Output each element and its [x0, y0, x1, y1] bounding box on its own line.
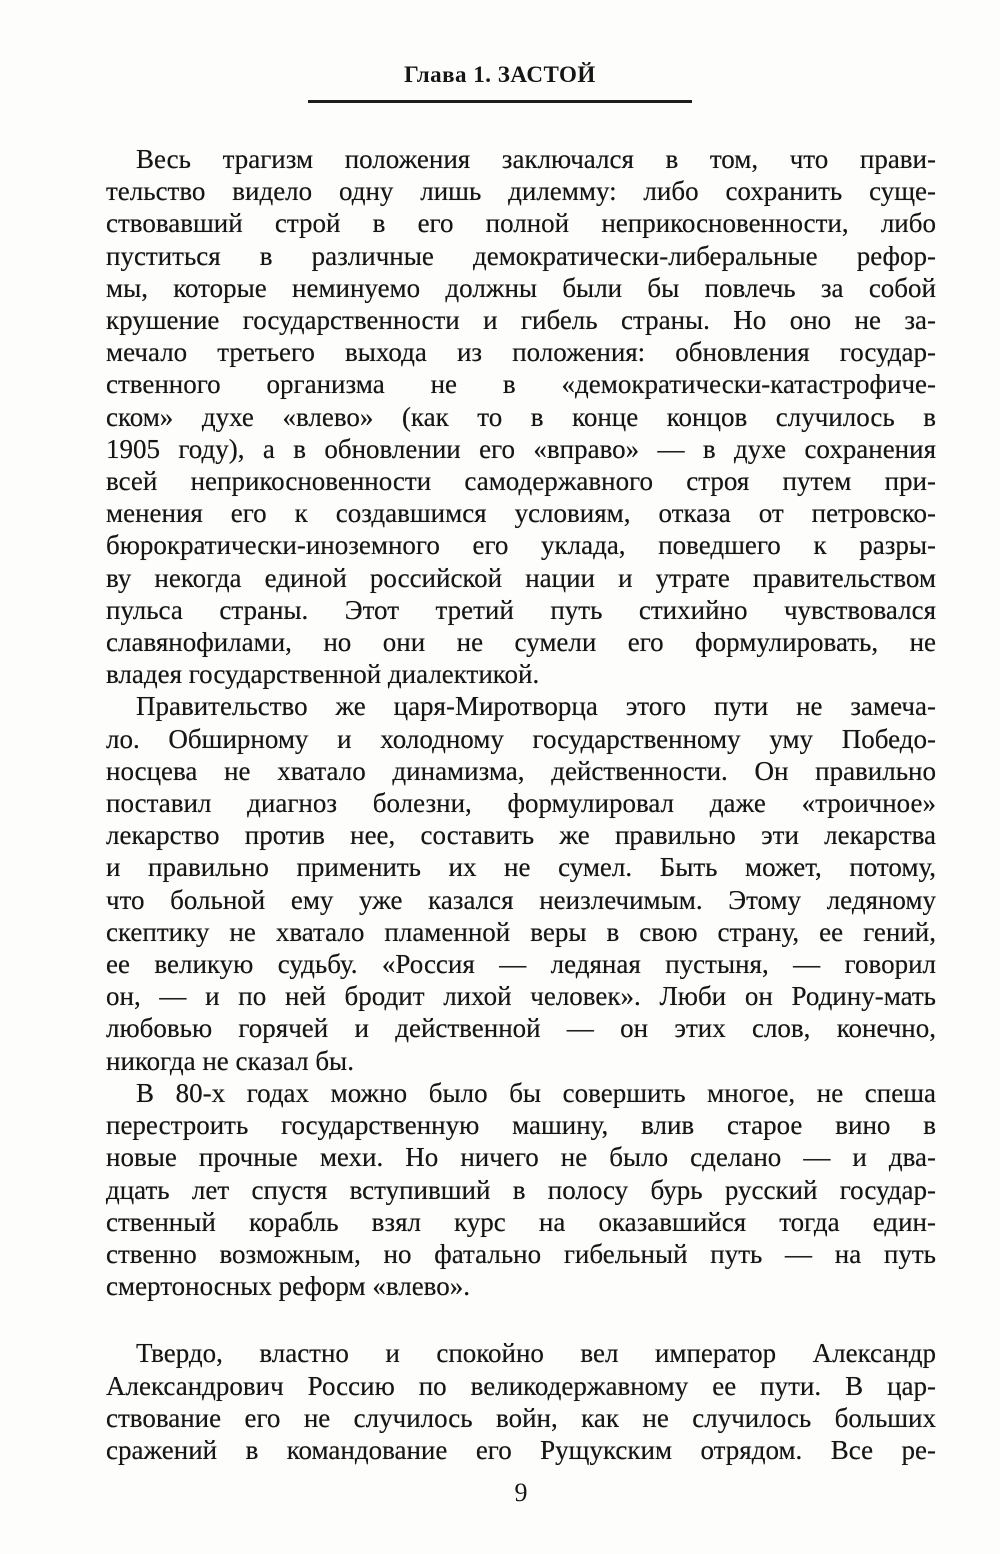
- text-line: ственного организма не в «демократически-катастрофиче-: [106, 369, 936, 400]
- text-line: пульса страны. Этот третий путь стихийно чувствовался: [106, 594, 936, 625]
- text-line: любовью горячей и действенной — он этих слов, конечно,: [106, 1013, 936, 1044]
- text-line: и правильно применить их не сумел. Быть может, потому,: [106, 852, 936, 883]
- text-line: всей неприкосновенности самодержавного строя путем при-: [106, 466, 936, 497]
- paragraph: [106, 143, 936, 690]
- chapter-head: [0, 0, 1000, 103]
- text-line: бюрократически-иноземного его уклада, поведшего к разры-: [106, 530, 936, 561]
- text-line: никогда не сказал бы.: [106, 1045, 354, 1076]
- text-line: мы, которые неминуемо должны были бы повлечь за собой: [106, 272, 936, 303]
- text-line: носцева не хватало динамизма, действенности. Он правильно: [106, 755, 936, 786]
- text-line: славянофилами, но они не сумели его формулировать, не: [106, 627, 936, 658]
- text-line: Александрович Россию по великодержавному ее пути. В цар-: [106, 1370, 936, 1401]
- body-text: [106, 143, 936, 1466]
- text-line: смертоносных реформ «влево».: [106, 1271, 470, 1302]
- text-line: ственный корабль взял курс на оказавшийся тогда един-: [106, 1206, 936, 1237]
- text-line: скептику не хватало пламенной веры в свою страну, ее гений,: [106, 916, 936, 947]
- text-line: Весь трагизм положения заключался в том, что прави-: [136, 144, 936, 174]
- chapter-heading-rule: [308, 100, 692, 103]
- text-line: крушение государственности и гибель страны. Но оно не за-: [106, 305, 936, 336]
- text-line: дцать лет спустя вступивший в полосу бурь русский государ-: [106, 1174, 936, 1205]
- text-line: лекарство против нее, составить же правильно эти лекарства: [106, 820, 936, 851]
- text-line: Правительство же царя-Миротворца этого пути не замеча-: [136, 691, 936, 722]
- page-number: 9: [514, 1478, 528, 1508]
- text-line: ствование его не случилось войн, как не случилось больших: [106, 1402, 936, 1433]
- text-line: Твердо, властно и спокойно вел император Александр: [136, 1338, 936, 1369]
- text-line: ствовавший строй в его полной неприкосновенности, либо: [106, 208, 936, 239]
- text-line: новые прочные мехи. Но ничего не было сделано — и два-: [106, 1142, 936, 1173]
- text-line: ском» духе «влево» (как то в конце концов случилось в: [106, 401, 936, 432]
- text-line: пуститься в различные демократически-либеральные рефор-: [106, 240, 936, 271]
- text-line: менения его к создавшимся условиям, отказа от петровско-: [106, 498, 936, 529]
- text-line: тельство видело одну лишь дилемму: либо сохранить суще-: [106, 176, 936, 207]
- text-line: поставил диагноз болезни, формулировал даже «троичное»: [106, 788, 936, 819]
- chapter-heading: Глава 1. ЗАСТОЙ: [404, 62, 596, 87]
- text-line: что больной ему уже казался неизлечимым. Этому ледяному: [106, 884, 936, 915]
- text-line: В 80-х годах можно было бы совершить многое, не спеша: [136, 1077, 936, 1108]
- text-line: ву некогда единой российской нации и утрате правительством: [106, 562, 936, 593]
- paragraph: [106, 1337, 936, 1466]
- text-line: ственно возможным, но фатально гибельный путь — на путь: [106, 1238, 936, 1269]
- paragraph: [106, 690, 936, 1076]
- text-line: сражений в командование его Рущукским отрядом. Все ре-: [106, 1434, 936, 1465]
- text-line: ло. Обширному и холодному государственному уму Победо-: [106, 723, 936, 754]
- text-line: перестроить государственную машину, влив старое вино в: [106, 1110, 936, 1141]
- text-line: владея государственной диалектикой.: [106, 659, 540, 690]
- text-line: мечало третьего выхода из положения: обновления государ-: [106, 337, 936, 368]
- text-line: ее великую судьбу. «Россия — ледяная пустыня, — говорил: [106, 949, 936, 980]
- text-line: он, — и по ней бродит лихой человек». Люби он Родину-мать: [106, 981, 936, 1012]
- paragraph: [106, 1077, 936, 1302]
- text-line: 1905 году), а в обновлении его «вправо» — в духе сохранения: [106, 433, 936, 464]
